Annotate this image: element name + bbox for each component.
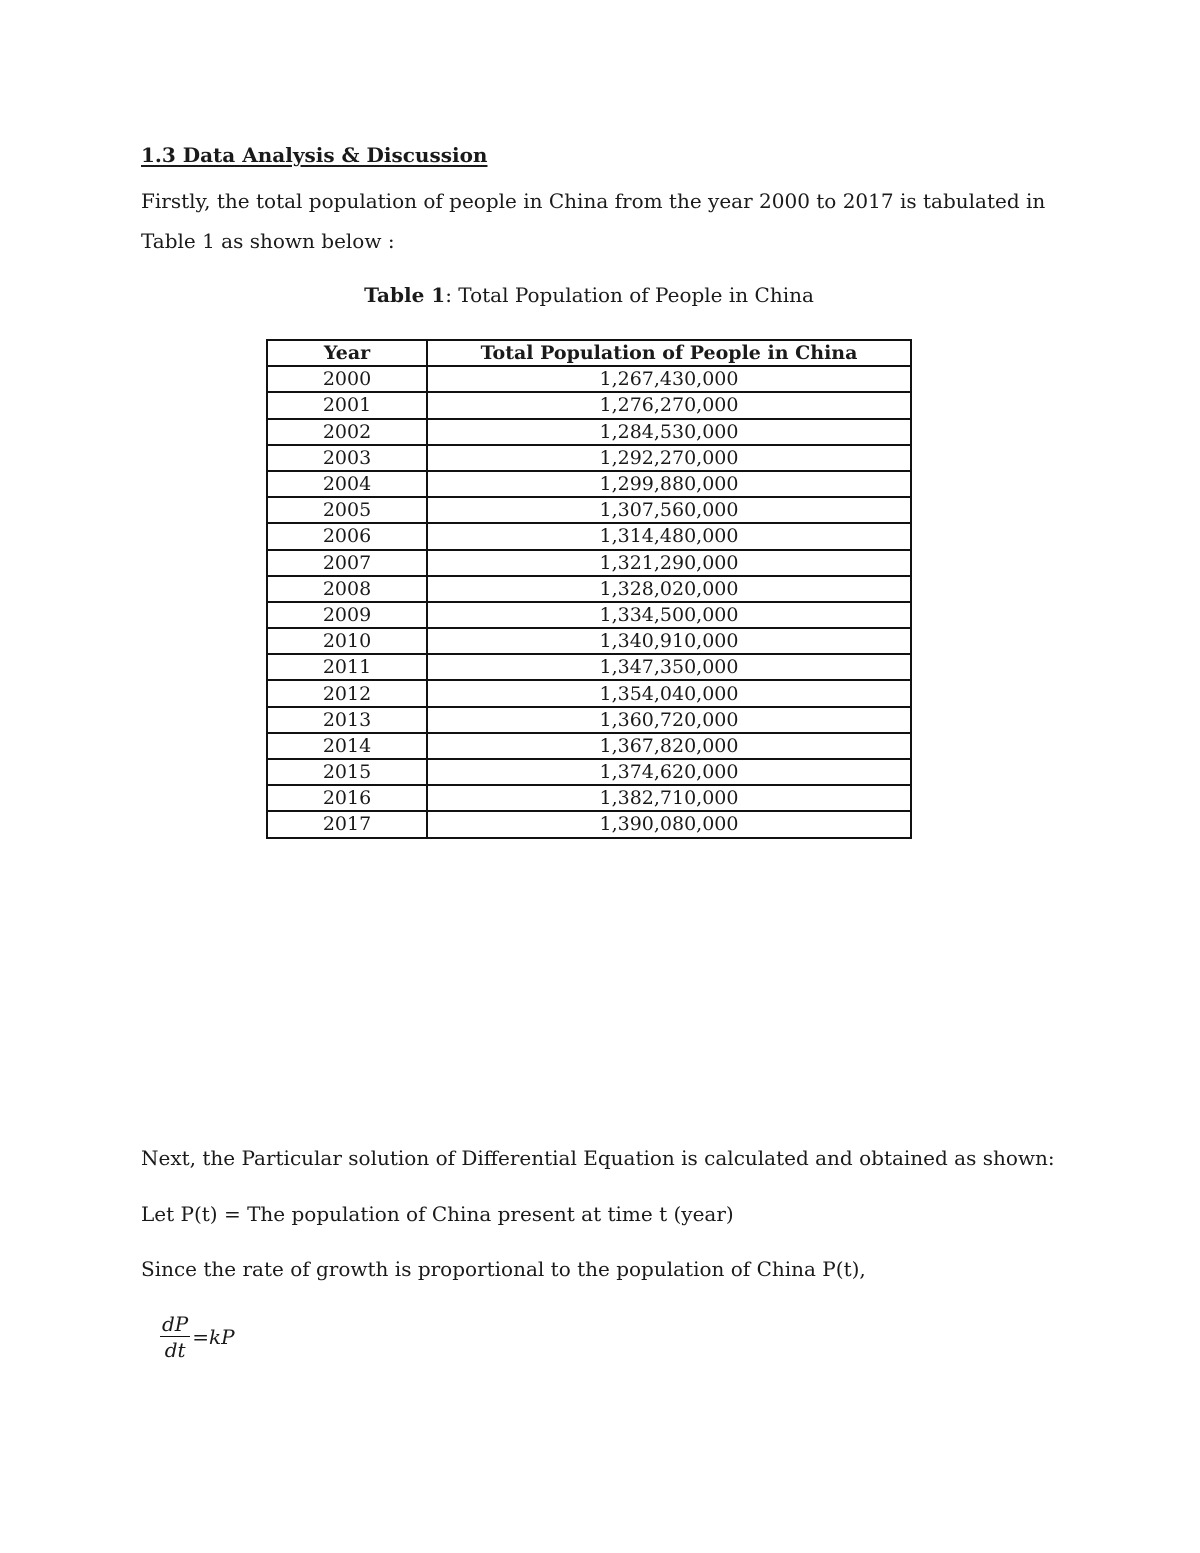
population-cell: 1,347,350,000 [427,654,911,680]
year-cell: 2000 [267,366,427,392]
population-cell: 1,360,720,000 [427,707,911,733]
table-row [267,576,911,602]
table-row [267,550,911,576]
fraction-denominator: dt [164,1338,186,1362]
equation-rhs [192,1325,234,1349]
table-row [267,811,911,837]
table-row [267,523,911,549]
fraction-numerator: dP [162,1312,189,1336]
population-cell: 1,328,020,000 [427,576,911,602]
year-cell: 2008 [267,576,427,602]
table-row [267,707,911,733]
year-cell: 2012 [267,680,427,706]
table-row [267,471,911,497]
table-caption-text: : Total Population of People in China [445,283,814,307]
population-cell: 1,321,290,000 [427,550,911,576]
population-cell: 1,284,530,000 [427,419,911,445]
population-cell: 1,334,500,000 [427,602,911,628]
population-cell: 1,307,560,000 [427,497,911,523]
differential-equation [160,1313,235,1361]
year-cell: 2007 [267,550,427,576]
table-caption-label: Table 1 [364,283,446,307]
table-row [267,759,911,785]
year-cell: 2010 [267,628,427,654]
table-row [267,366,911,392]
population-cell: 1,299,880,000 [427,471,911,497]
table-body [267,366,911,837]
population-cell: 1,367,820,000 [427,733,911,759]
table-header-row [267,340,911,366]
table-row [267,654,911,680]
year-cell: 2003 [267,445,427,471]
year-cell: 2017 [267,811,427,837]
table-row [267,680,911,706]
year-cell: 2002 [267,419,427,445]
table-row [267,445,911,471]
column-header-population: Total Population of People in China [427,340,911,366]
table-row [267,733,911,759]
population-table [266,339,912,839]
population-cell: 1,292,270,000 [427,445,911,471]
table-row [267,392,911,418]
derivative-fraction [160,1313,190,1361]
rhs-expression: kP [209,1325,235,1349]
population-cell: 1,314,480,000 [427,523,911,549]
population-cell: 1,276,270,000 [427,392,911,418]
section-heading: 1.3 Data Analysis & Discussion [141,143,488,167]
population-cell: 1,340,910,000 [427,628,911,654]
table-row [267,628,911,654]
table-row [267,497,911,523]
table-caption [266,283,912,307]
year-cell: 2006 [267,523,427,549]
year-cell: 2013 [267,707,427,733]
year-cell: 2015 [267,759,427,785]
year-cell: 2004 [267,471,427,497]
intro-paragraph: Firstly, the total population of people in China from the year 2000 to 2017 is tabulated in Table 1 as shown below : [141,189,1046,253]
equals-sign: = [192,1325,210,1349]
table-row [267,419,911,445]
population-cell: 1,374,620,000 [427,759,911,785]
population-cell: 1,390,080,000 [427,811,911,837]
since-statement: Since the rate of growth is proportional to the population of China P(t), [141,1257,866,1281]
next-paragraph: Next, the Particular solution of Differential Equation is calculated and obtained as shown: [141,1146,1055,1170]
year-cell: 2011 [267,654,427,680]
let-statement: Let P(t) = The population of China present at time t (year) [141,1202,734,1226]
year-cell: 2005 [267,497,427,523]
year-cell: 2016 [267,785,427,811]
population-cell: 1,267,430,000 [427,366,911,392]
table-row [267,785,911,811]
column-header-year: Year [267,340,427,366]
population-cell: 1,382,710,000 [427,785,911,811]
population-cell: 1,354,040,000 [427,680,911,706]
year-cell: 2009 [267,602,427,628]
year-cell: 2014 [267,733,427,759]
year-cell: 2001 [267,392,427,418]
table-row [267,602,911,628]
